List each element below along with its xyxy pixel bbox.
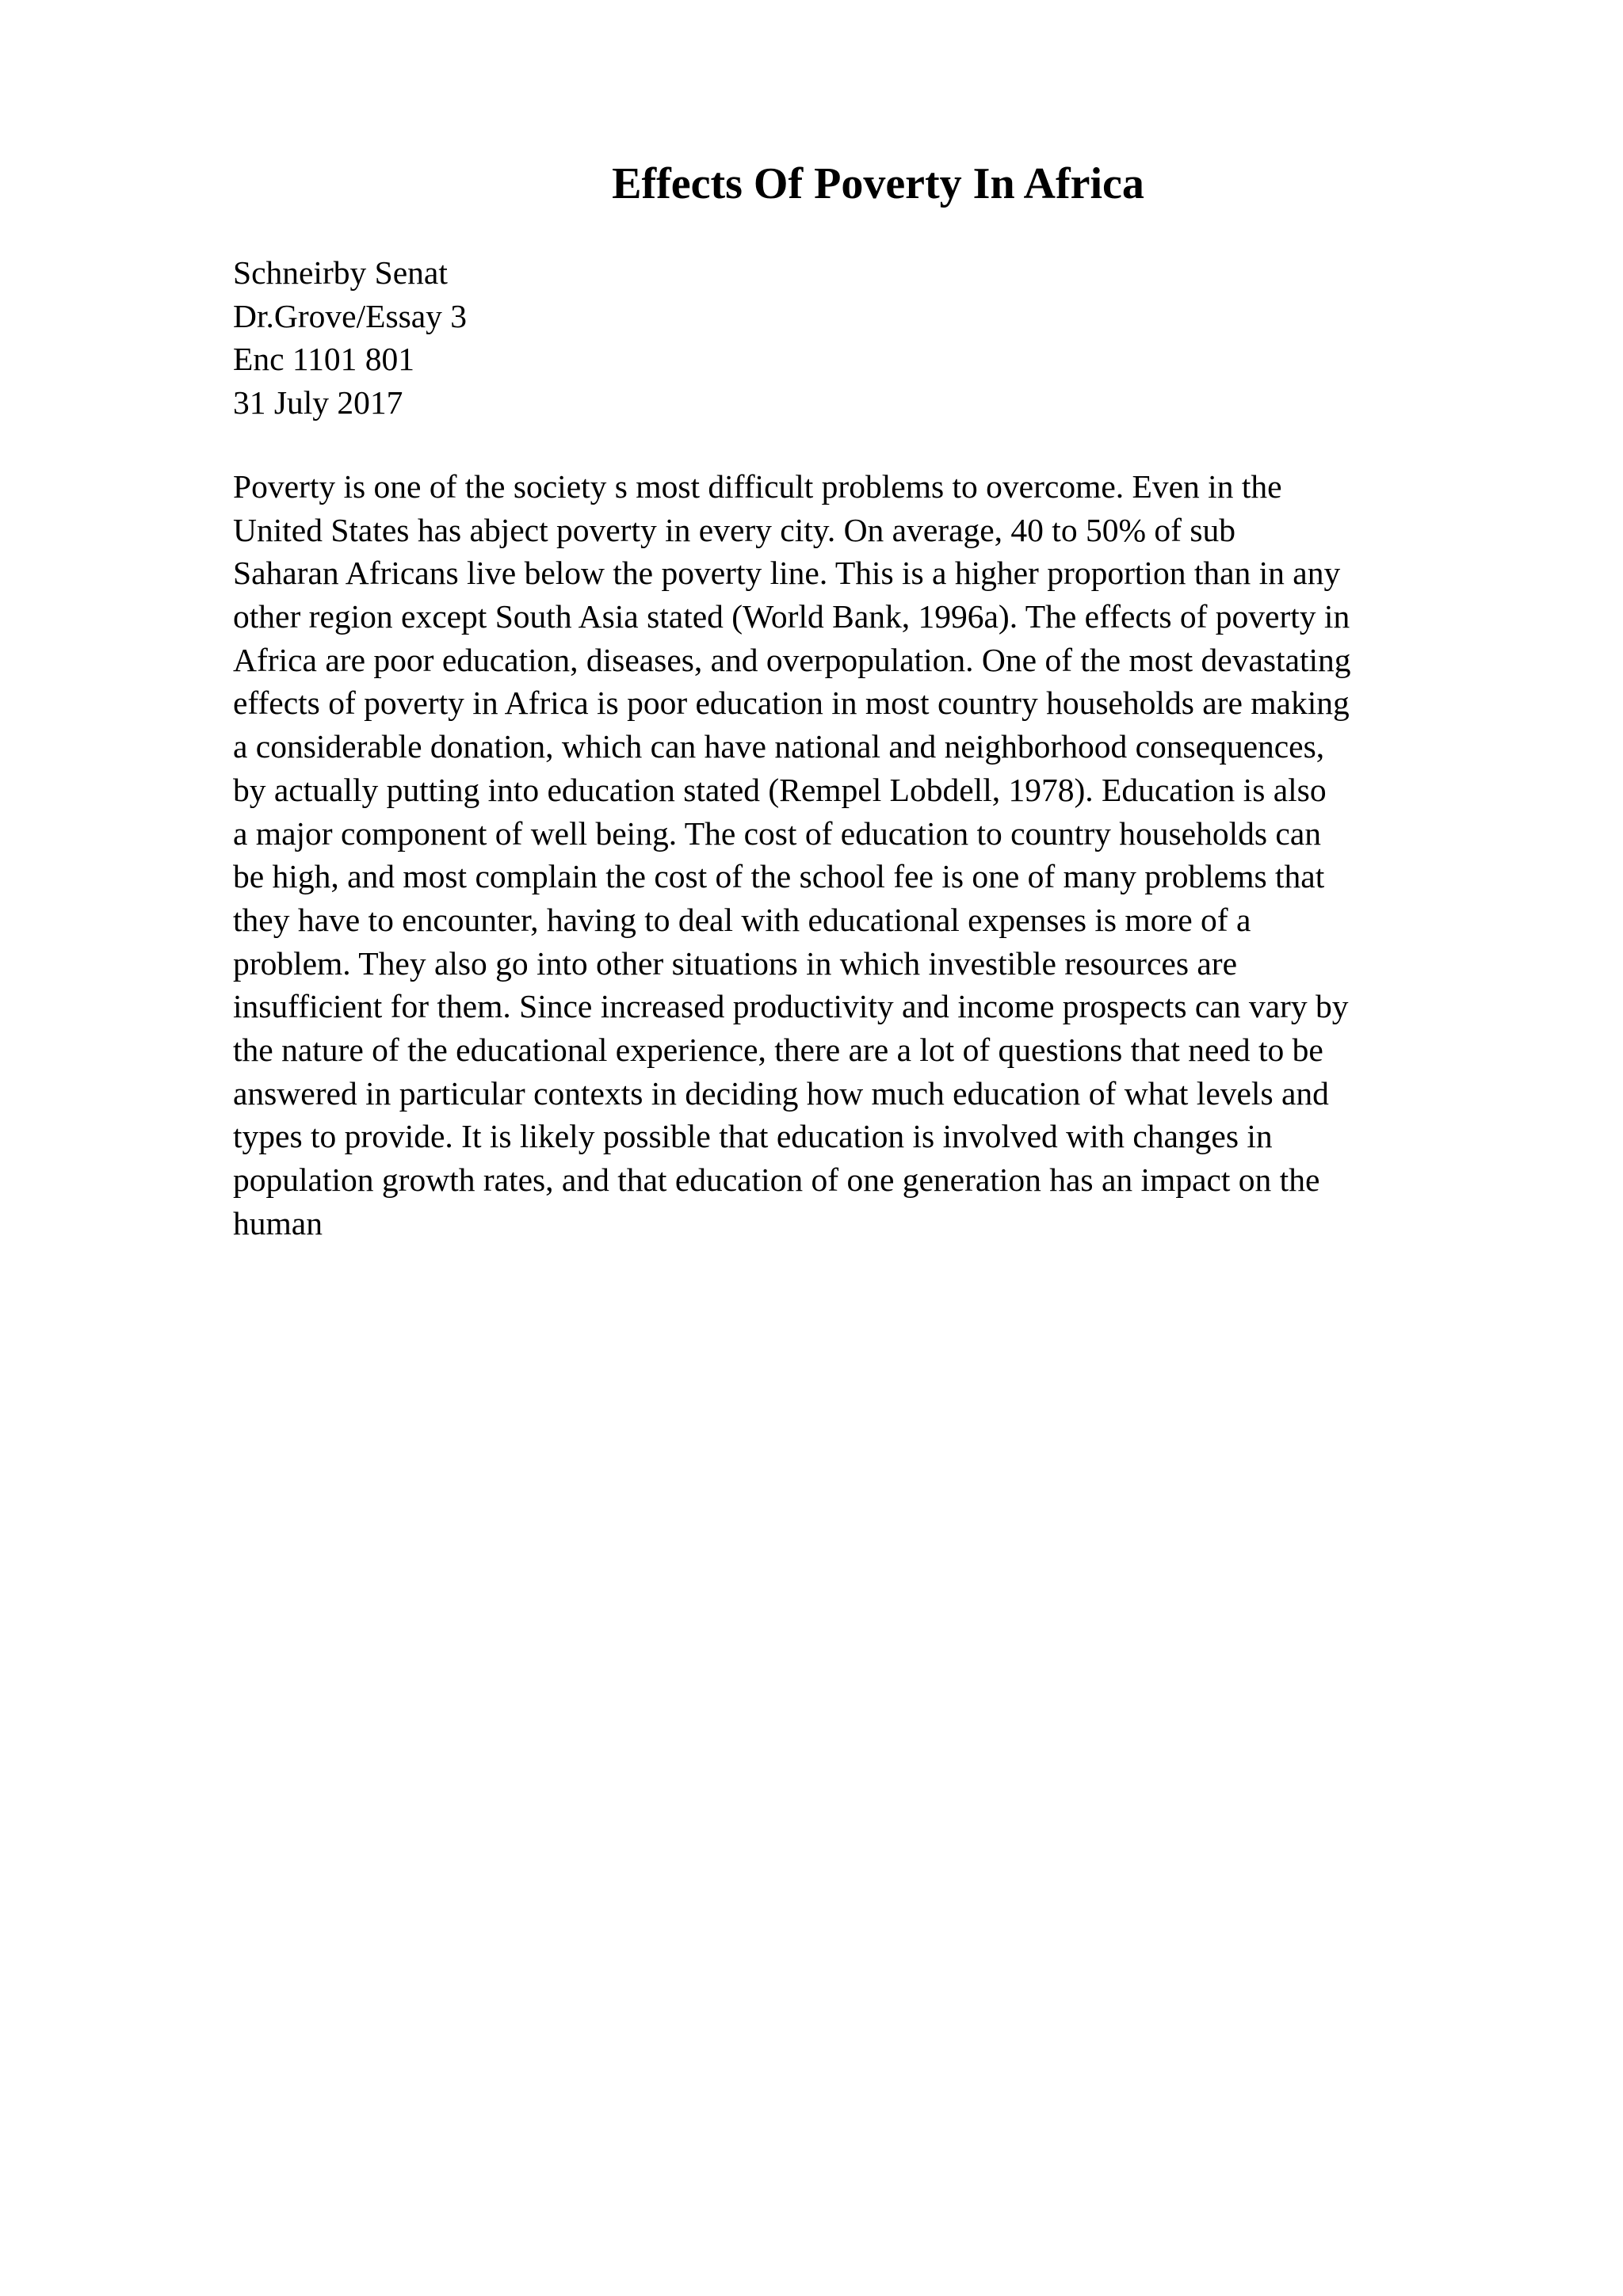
course-code: Enc 1101 801 bbox=[233, 341, 414, 378]
body-line: effects of poverty in Africa is poor education in most country households are making bbox=[233, 685, 1350, 722]
body-line: a major component of well being. The cost of education to country households can bbox=[233, 814, 1321, 852]
essay-date: 31 July 2017 bbox=[233, 384, 403, 421]
body-line: human bbox=[233, 1204, 323, 1241]
body-line: a considerable donation, which can have national and neighborhood consequences, bbox=[233, 728, 1325, 765]
body-line: the nature of the educational experience, there are a lot of questions that need to be bbox=[233, 1031, 1323, 1068]
body-line: population growth rates, and that education of one generation has an impact on the bbox=[233, 1161, 1320, 1198]
body-line: Africa are poor education, diseases, and overpopulation. One of the most devastating bbox=[233, 641, 1351, 678]
instructor-assignment: Dr.Grove/Essay 3 bbox=[233, 297, 468, 334]
document-title: Effects Of Poverty In Africa bbox=[612, 159, 1144, 208]
body-line: by actually putting into education stated (Rempel Lobdell, 1978). Education is also bbox=[233, 771, 1327, 808]
body-line: answered in particular contexts in deciding how much education of what levels and bbox=[233, 1074, 1329, 1112]
essay-header bbox=[233, 251, 1533, 425]
body-line: they have to encounter, having to deal with educational expenses is more of a bbox=[233, 901, 1251, 938]
body-line: Saharan Africans live below the poverty line. This is a higher proportion than in any bbox=[233, 555, 1341, 592]
essay-paragraph bbox=[233, 465, 1533, 1245]
body-line: be high, and most complain the cost of the school fee is one of many problems that bbox=[233, 858, 1325, 895]
author-name: Schneirby Senat bbox=[233, 254, 448, 291]
body-line: problem. They also go into other situations in which investible resources are bbox=[233, 944, 1238, 982]
body-line: other region except South Asia stated (World Bank, 1996a). The effects of poverty in bbox=[233, 598, 1350, 635]
body-line: insufficient for them. Since increased productivity and income prospects can vary by bbox=[233, 988, 1349, 1025]
body-line: Poverty is one of the society s most difficult problems to overcome. Even in the bbox=[233, 468, 1282, 505]
body-line: United States has abject poverty in every city. On average, 40 to 50% of sub bbox=[233, 511, 1236, 548]
body-line: types to provide. It is likely possible that education is involved with changes in bbox=[233, 1118, 1273, 1155]
